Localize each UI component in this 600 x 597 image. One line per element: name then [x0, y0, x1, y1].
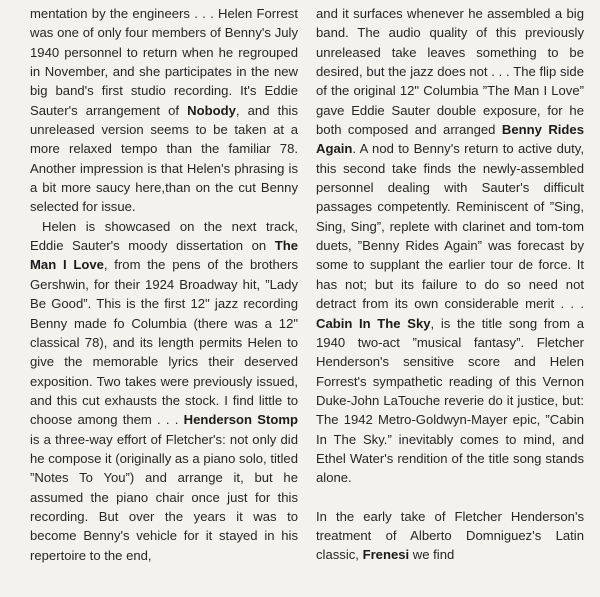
song-title-cabin-in-the-sky: Cabin In The Sky — [316, 315, 431, 331]
right-text-column — [316, 4, 584, 565]
song-title-frenesi: Frenesi — [362, 547, 410, 563]
paragraph-man-i-love — [30, 217, 298, 565]
text-run: , from the pens of the brothers Gershwin, for their 1924 Broadway hit, ”Lady Be Good”. This is the first 12" jazz recording Benny made fo Columbia (there was a 12" classical 78), and its length permits Helen to give the memorable lyrics their deserved exposition. Two takes were previously issued, and this cut exhausts the stock. I find little to choose among them . . . — [30, 257, 299, 428]
paragraph-frenesi — [316, 507, 584, 565]
text-run: , is the title song from a 1940 two-act ”musical fantasy”. Fletcher Henderson's sensitive score and Helen Forrest's sympathetic reading of this Vernon Duke-John LaTouche reverie do it justice, but: The 1942 Metro-Goldwyn-Mayer epic, ”Cabin In The Sky.” inevitably comes to mind, and Ethel Water's rendition of the title song stands alone. — [316, 315, 584, 486]
paragraph-benny-rides-again — [316, 4, 584, 488]
text-run: is a three-way effort of Fletcher's: not only did he compose it (originally as a piano solo, titled ”Notes To You”) and arrange it, but he assumed the piano chair once just for this recording. But over the years it was to become Benny's vehicle for it stayed in his repertoire to the end, — [30, 431, 298, 563]
text-run: we find — [409, 547, 455, 563]
text-run: , and this unreleased version seems to be taken at a more relaxed tempo than the familiar 78. Another impression is that Helen's phrasing is a bit more saucy here,than on the cut Benny selected for issue. — [30, 102, 298, 215]
text-run: and it surfaces whenever he assembled a big band. The audio quality of this previously unreleased take leaves something to be desired, but the jazz does not . . . The flip side of the original 12" Columbia ”The Man I Love” gave Eddie Sauter double exposure, for he both composed and arranged — [316, 6, 584, 138]
text-run: Helen is showcased on the next track, Eddie Sauter's moody dissertation on — [30, 218, 298, 254]
text-run: mentation by the engineers . . . Helen Forrest was one of only four members of Benny's July 1940 personnel to return when he regrouped in November, and she participates in the new big band's first studio recording. It's Eddie Sauter's arrangement of — [30, 6, 298, 118]
song-title-nobody: Nobody — [187, 102, 236, 118]
song-title-benny-rides-again: Benny Rides Again — [316, 122, 584, 157]
song-title-henderson-stomp: Henderson Stomp — [183, 412, 299, 428]
song-title-the-man-i-love: The Man I Love — [30, 238, 298, 273]
left-text-column — [30, 4, 298, 565]
text-run: . A nod to Benny's return to active duty, this second take finds the newly-assembled personnel dealing with Sauter's difficult passages competently. Reminiscent of ”Sing, Sing, Sing”, replete with clarinet and tom-tom duets, ”Benny Rides Again” was forecast by some to supplant the earlier tour de force. It has not; but its failure to do so need not detract from its own considerable merit . . . — [316, 141, 584, 312]
text-run: In the early take of Fletcher Henderson's treatment of Alberto Domniguez's Latin classic, — [316, 508, 584, 563]
paragraph-nobody — [30, 4, 298, 217]
